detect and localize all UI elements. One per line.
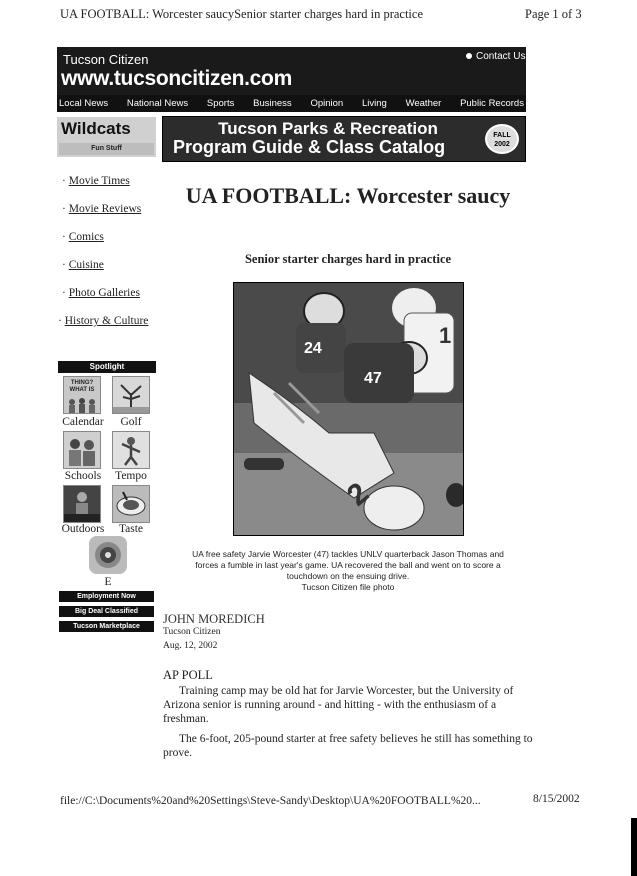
spotlight-label-calendar[interactable]: Calendar	[62, 416, 104, 428]
section-subtitle: Fun Stuff	[59, 143, 154, 155]
nav-public-records[interactable]: Public Records	[460, 98, 524, 109]
sidebar-links	[58, 174, 158, 342]
spotlight-thumb-outdoors[interactable]	[63, 485, 101, 523]
article-paragraph: Training camp may be old hat for Jarvie Worcester, but the University of Arizona senior is running around - and hitting - with the enthusiasm of a freshman.	[163, 685, 514, 725]
section-title-box	[57, 117, 156, 157]
nav-opinion[interactable]: Opinion	[310, 98, 344, 109]
dancer-image-icon	[113, 432, 149, 468]
football-tackle-photo	[234, 283, 463, 535]
article-author[interactable]: JOHN MOREDICH	[163, 612, 265, 626]
section-title: Wildcats	[61, 119, 131, 138]
tree-image-icon	[113, 377, 149, 413]
article-headline: UA FOOTBALL: Worcester saucy	[185, 183, 511, 208]
masthead	[57, 47, 526, 95]
banner-line-1: Tucson Parks & Recreation	[218, 119, 438, 138]
site-url-logo[interactable]: www.tucsoncitizen.com	[61, 67, 292, 90]
spotlight-label-outdoors[interactable]: Outdoors	[61, 523, 105, 535]
article-publication: Tucson Citizen	[163, 627, 221, 637]
spotlight-header: Spotlight	[58, 361, 156, 373]
spotlight-thumb-taste[interactable]	[112, 485, 150, 523]
people-image-icon	[64, 394, 100, 414]
spotlight-thumb-calendar[interactable]	[63, 376, 101, 414]
hiker-image-icon	[64, 486, 100, 522]
ap-poll-label: AP POLL	[163, 668, 213, 682]
sidebar-item-movie-times[interactable]: · Movie Times	[62, 175, 130, 187]
print-footer-date: 8/15/2002	[533, 793, 580, 805]
spotlight-label-schools[interactable]: Schools	[64, 470, 102, 482]
photo-jersey-2: 1	[439, 323, 452, 348]
caption-line-1: UA free safety Jarvie Worcester (47) tackles UNLV quarterback Jason Thomas and	[192, 549, 504, 559]
spotlight-thumb-schools[interactable]	[63, 431, 101, 469]
contact-us-label: Contact Us	[476, 51, 526, 62]
sidebar-item-history-culture[interactable]: · History & Culture	[58, 315, 149, 327]
spotlight-label-e[interactable]: E	[104, 576, 112, 588]
scan-edge-mark	[631, 818, 637, 876]
caption-line-2: forces a fumble in last year's game. UA recovered the ball and went on to score a	[195, 560, 501, 570]
dish-image-icon	[113, 486, 149, 522]
nav-weather[interactable]: Weather	[405, 98, 442, 109]
disc-image-icon	[89, 536, 127, 574]
article-subhead: Senior starter charges hard in practice	[244, 252, 452, 266]
badge-year: 2002	[494, 141, 510, 148]
spotlight-thumb-e[interactable]	[89, 536, 127, 574]
print-header-title: UA FOOTBALL: Worcester saucySenior starter charges hard in practice	[60, 7, 424, 21]
print-footer-path: file://C:\Documents%20and%20Settings\Steve-Sandy\Desktop\UA%20FOOTBALL%20...	[60, 795, 481, 807]
spotlight-thumb-golf[interactable]	[112, 376, 150, 414]
banner-ad[interactable]	[162, 116, 526, 162]
employment-now-button[interactable]: Employment Now	[59, 591, 154, 602]
photo-jersey-3: 47	[364, 370, 382, 387]
sidebar-item-cuisine[interactable]: · Cuisine	[62, 259, 104, 271]
article-body	[163, 684, 533, 766]
contact-us-link[interactable]	[466, 51, 525, 62]
big-deal-classified-button[interactable]: Big Deal Classified	[59, 606, 154, 617]
article-paragraph: The 6-foot, 205-pound starter at free safety believes he still has something to prove.	[163, 733, 533, 759]
sidebar-item-movie-reviews[interactable]: · Movie Reviews	[62, 203, 142, 215]
article-photo	[233, 282, 464, 536]
caption-credit: Tucson Citizen file photo	[301, 582, 395, 592]
badge-season: FALL	[493, 132, 511, 139]
photo-caption	[168, 549, 528, 593]
banner-badge	[485, 124, 519, 154]
tucson-marketplace-button[interactable]: Tucson Marketplace	[59, 621, 154, 632]
main-nav	[57, 95, 526, 112]
banner-line-2: Program Guide & Class Catalog	[173, 137, 446, 157]
photo-jersey-4: 2	[341, 476, 376, 513]
nav-sports[interactable]: Sports	[206, 98, 235, 109]
nav-living[interactable]: Living	[361, 98, 387, 109]
article-date: Aug. 12, 2002	[163, 641, 218, 651]
spotlight-thumb-tempo[interactable]	[112, 431, 150, 469]
thumb-caption: THING? WHAT IS	[69, 380, 95, 393]
sidebar-item-photo-galleries[interactable]: · Photo Galleries	[62, 287, 140, 299]
print-page-number: Page 1 of 3	[525, 7, 582, 21]
spotlight-label-tempo[interactable]: Tempo	[115, 470, 147, 482]
caption-line-3: touchdown on the ensuing drive.	[286, 571, 410, 581]
bullet-icon	[466, 53, 472, 59]
students-image-icon	[64, 432, 100, 468]
spotlight-label-taste[interactable]: Taste	[118, 523, 144, 535]
photo-jersey-1: 24	[304, 340, 322, 357]
sidebar-item-comics[interactable]: · Comics	[62, 231, 104, 243]
site-name: Tucson Citizen	[63, 52, 149, 67]
nav-local-news[interactable]: Local News	[59, 98, 109, 109]
nav-business[interactable]: Business	[253, 98, 292, 109]
spotlight-label-golf[interactable]: Golf	[120, 416, 142, 428]
nav-national-news[interactable]: National News	[126, 98, 189, 109]
